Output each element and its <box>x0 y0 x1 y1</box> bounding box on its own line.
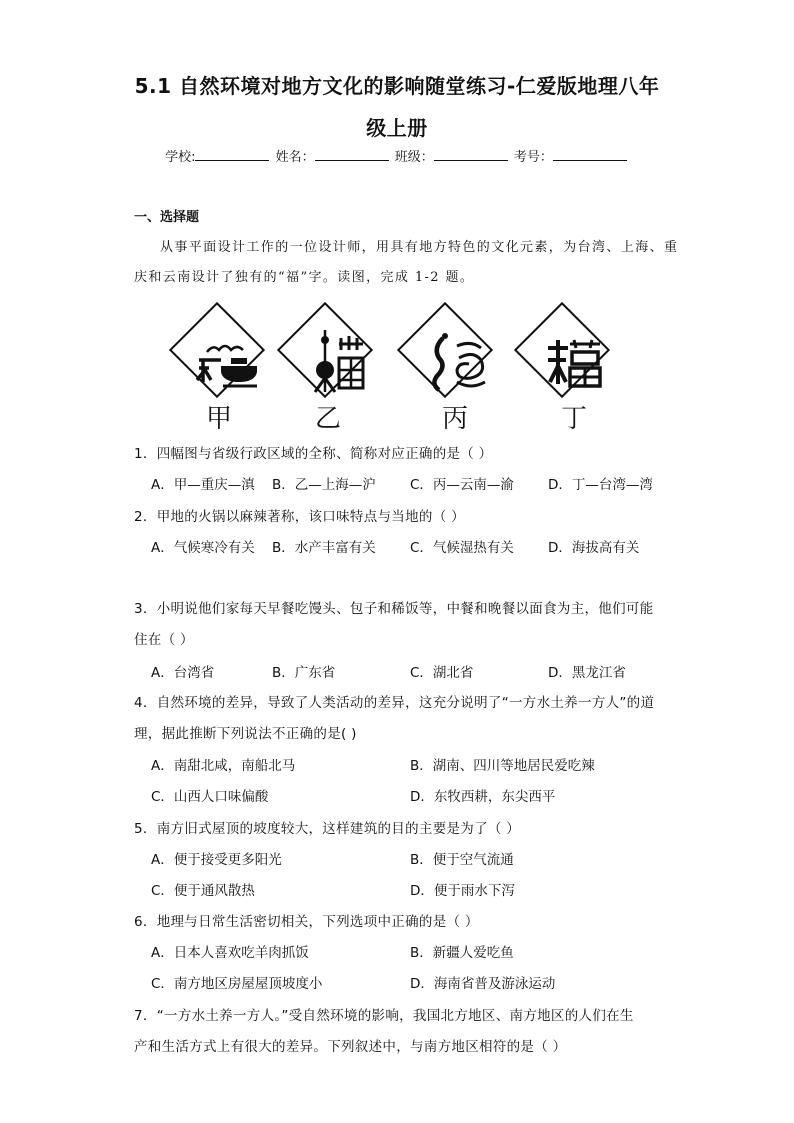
page-title-line1: 5.1 自然环境对地方文化的影响随堂练习-仁爱版地理八年 <box>134 74 660 98</box>
fu-pearl-tower-icon <box>293 318 383 408</box>
question-4-stem-line1: 4．自然环境的差异，导致了人类活动的差异，这充分说明了“一方水土养一方人”的道 <box>134 695 655 711</box>
name-label: 姓名： <box>275 150 315 165</box>
question-6-option-d[interactable]: D．海南省普及游泳运动 <box>410 976 556 992</box>
question-3-option-d[interactable]: D．黑龙江省 <box>548 665 626 681</box>
question-2-option-d[interactable]: D．海拔高有关 <box>548 540 640 556</box>
question-6-stem: 6．地理与日常生活密切相关，下列选项中正确的是（ ） <box>134 914 479 930</box>
question-5-stem: 5．南方旧式屋顶的坡度较大，这样建筑的目的主要是为了（ ） <box>134 821 521 837</box>
question-1-option-d[interactable]: D．丁—台湾—湾 <box>548 477 653 493</box>
name-blank[interactable] <box>315 148 389 161</box>
question-2-option-a[interactable]: A．气候寒冷有关 <box>151 540 255 556</box>
question-6-option-a[interactable]: A．日本人喜欢吃羊肉抓饭 <box>151 945 309 961</box>
question-1-stem: 1．四幅图与省级行政区域的全称、简称对应正确的是（ ） <box>134 446 493 462</box>
exam-no-blank[interactable] <box>553 148 627 161</box>
figure-label-yi: 乙 <box>315 404 342 434</box>
class-blank[interactable] <box>434 148 508 161</box>
student-info-line <box>0 146 794 165</box>
question-2-stem: 2．甲地的火锅以麻辣著称，该口味特点与当地的（ ） <box>134 509 465 525</box>
question-1-option-a[interactable]: A．甲—重庆—滇 <box>151 477 255 493</box>
page-title-line2: 级上册 <box>366 116 428 140</box>
question-3-stem-line1: 3．小明说他们家每天早餐吃馒头、包子和稀饭等，中餐和晚餐以面食为主，他们可能 <box>134 601 654 617</box>
question-1-option-b[interactable]: B．乙—上海—沪 <box>272 477 376 493</box>
question-2-option-b[interactable]: B．水产丰富有关 <box>272 540 376 556</box>
question-5-option-c[interactable]: C．便于通风散热 <box>151 883 255 899</box>
question-4-option-d[interactable]: D．东牧西耕，东尖西平 <box>410 789 556 805</box>
class-label: 班级： <box>394 150 434 165</box>
fu-peacock-icon <box>413 318 503 408</box>
question-3-option-a[interactable]: A．台湾省 <box>151 665 215 681</box>
question-5-option-b[interactable]: B．便于空气流通 <box>410 852 514 868</box>
section-heading: 一、选择题 <box>134 210 200 225</box>
exam-no-label: 考号： <box>513 150 553 165</box>
question-5-option-d[interactable]: D．便于雨水下泻 <box>410 883 515 899</box>
question-3-stem-line2: 住在（ ） <box>134 632 194 648</box>
question-5-option-a[interactable]: A．便于接受更多阳光 <box>151 852 282 868</box>
figure-label-ding: 丁 <box>561 404 588 434</box>
question-4-option-c[interactable]: C．山西人口味偏酸 <box>151 789 269 805</box>
question-1-option-c[interactable]: C．丙—云南—渝 <box>410 477 514 493</box>
question-7-stem-line1: 7．“一方水土养一方人。”受自然环境的影响，我国北方地区、南方地区的人们在生 <box>134 1008 634 1024</box>
school-label: 学校: <box>165 150 196 165</box>
question-6-option-c[interactable]: C．南方地区房屋屋顶坡度小 <box>151 976 323 992</box>
question-6-option-b[interactable]: B．新疆人爱吃鱼 <box>410 945 514 961</box>
question-7-stem-line2: 产和生活方式上有很大的差异。下列叙述中，与南方地区相符的是（ ） <box>134 1039 567 1055</box>
figure-label-jia: 甲 <box>206 404 233 434</box>
figure-label-bing: 丙 <box>442 404 469 434</box>
question-2-option-c[interactable]: C．气候湿热有关 <box>410 540 514 556</box>
question-4-option-a[interactable]: A．南甜北咸，南船北马 <box>151 758 296 774</box>
school-blank[interactable] <box>195 148 269 161</box>
intro-line1: 从事平面设计工作的一位设计师，用具有地方特色的文化元素，为台湾、上海、重 <box>160 240 679 255</box>
question-4-stem-line2: 理，据此推断下列说法不正确的是( ) <box>134 726 357 742</box>
question-4-option-b[interactable]: B．湖南、四川等地居民爱吃辣 <box>410 758 595 774</box>
fu-taiwan-icon <box>530 318 620 408</box>
question-3-option-c[interactable]: C．湖北省 <box>410 665 474 681</box>
intro-line2: 庆和云南设计了独有的“福”字。读图，完成 1-2 题。 <box>134 270 475 285</box>
question-3-option-b[interactable]: B．广东省 <box>272 665 336 681</box>
fu-hotpot-icon <box>185 318 275 408</box>
